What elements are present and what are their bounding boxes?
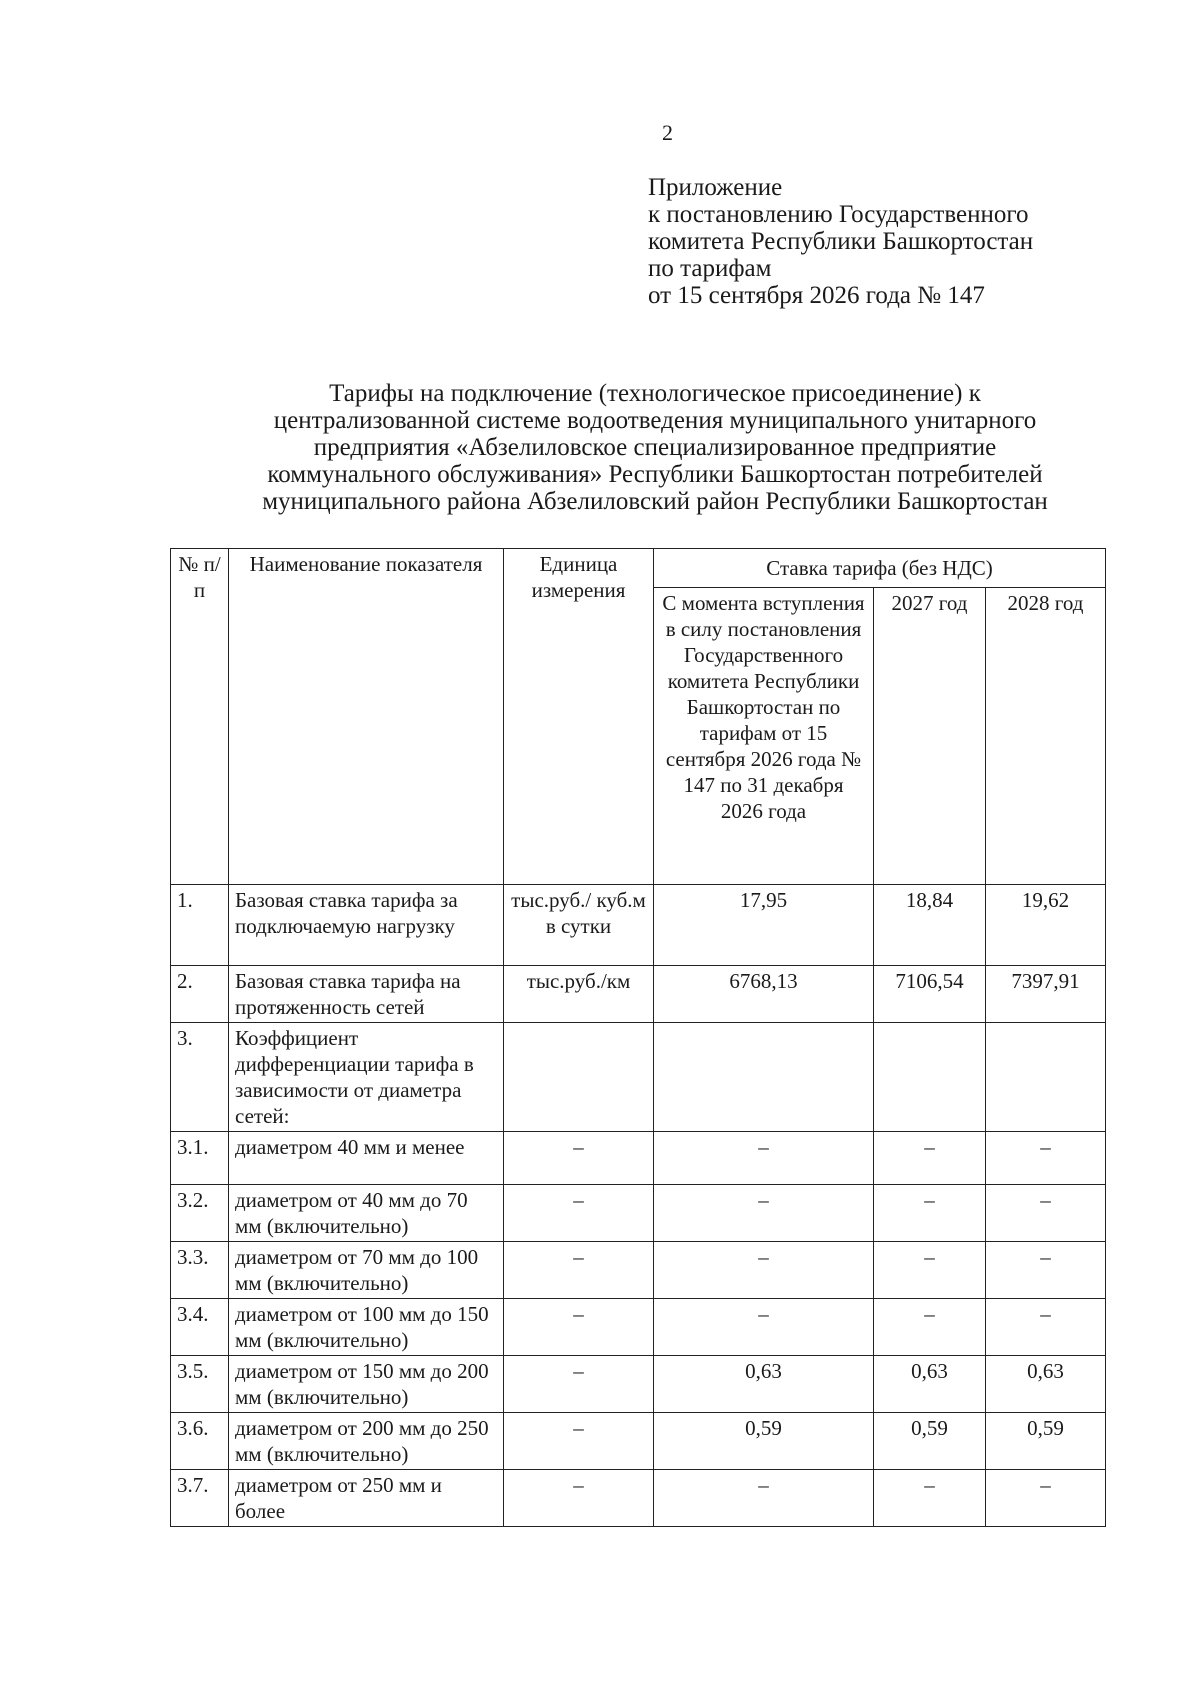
appendix-line: комитета Республики Башкортостан xyxy=(648,228,1034,255)
tariff-table xyxy=(170,548,1106,1527)
current-period-value-cell: 6768,13 xyxy=(654,966,874,1023)
unit-cell: – xyxy=(504,1470,654,1527)
year-2028-value-cell: 0,63 xyxy=(986,1356,1106,1413)
unit-cell: – xyxy=(504,1185,654,1242)
current-period-value-cell xyxy=(654,1023,874,1132)
year-2028-value-cell: – xyxy=(986,1242,1106,1299)
title-line: муниципального района Абзелиловский район Республики Башкортостан xyxy=(262,488,1048,515)
row-number-cell: 3.5. xyxy=(171,1356,229,1413)
appendix-line: Приложение xyxy=(648,174,783,201)
title-line: предприятия «Абзелиловское специализированное предприятие xyxy=(313,434,997,461)
table-row xyxy=(171,1299,1106,1356)
table-row xyxy=(171,1470,1106,1527)
table-row xyxy=(171,1242,1106,1299)
table-row xyxy=(171,1356,1106,1413)
header-unit: Единица измерения xyxy=(504,549,654,885)
current-period-value-cell: – xyxy=(654,1185,874,1242)
indicator-name-cell: диаметром от 250 мм и более xyxy=(229,1470,504,1527)
year-2028-value-cell: – xyxy=(986,1470,1106,1527)
header-year-2028: 2028 год xyxy=(986,588,1106,885)
row-number-cell: 3.1. xyxy=(171,1132,229,1185)
unit-cell: – xyxy=(504,1356,654,1413)
year-2028-value-cell: 19,62 xyxy=(986,885,1106,966)
year-2028-value-cell: – xyxy=(986,1132,1106,1185)
unit-cell: – xyxy=(504,1299,654,1356)
current-period-value-cell: 0,63 xyxy=(654,1356,874,1413)
indicator-name-cell: диаметром от 70 мм до 100 мм (включительно) xyxy=(229,1242,504,1299)
table-row xyxy=(171,1132,1106,1185)
current-period-value-cell: – xyxy=(654,1242,874,1299)
year-2028-value-cell: – xyxy=(986,1185,1106,1242)
appendix-line: к постановлению Государственного xyxy=(648,201,1029,228)
row-number-cell: 3.2. xyxy=(171,1185,229,1242)
year-2028-value-cell: 0,59 xyxy=(986,1413,1106,1470)
year-2027-value-cell: 7106,54 xyxy=(874,966,986,1023)
title-line: Тарифы на подключение (технологическое присоединение) к xyxy=(329,380,981,407)
row-number-cell: 3.7. xyxy=(171,1470,229,1527)
appendix-block xyxy=(648,174,1033,309)
unit-cell: – xyxy=(504,1242,654,1299)
indicator-name-cell: Коэффициент дифференциации тарифа в зависимости от диаметра сетей: xyxy=(229,1023,504,1132)
row-number-cell: 3.4. xyxy=(171,1299,229,1356)
appendix-line: от 15 сентября 2026 года № 147 xyxy=(648,282,985,309)
current-period-value-cell: 17,95 xyxy=(654,885,874,966)
year-2028-value-cell xyxy=(986,1023,1106,1132)
header-num: № п/п xyxy=(171,549,229,885)
indicator-name-cell: диаметром от 150 мм до 200 мм (включительно) xyxy=(229,1356,504,1413)
year-2027-value-cell: – xyxy=(874,1185,986,1242)
indicator-name-cell: диаметром от 200 мм до 250 мм (включительно) xyxy=(229,1413,504,1470)
year-2028-value-cell: 7397,91 xyxy=(986,966,1106,1023)
header-rate-group: Ставка тарифа (без НДС) xyxy=(654,549,1106,588)
current-period-value-cell: – xyxy=(654,1299,874,1356)
row-number-cell: 3.6. xyxy=(171,1413,229,1470)
appendix-line: по тарифам xyxy=(648,255,772,282)
document-title xyxy=(200,380,1110,515)
row-number-cell: 2. xyxy=(171,966,229,1023)
table-row xyxy=(171,885,1106,966)
year-2027-value-cell: – xyxy=(874,1132,986,1185)
year-2027-value-cell: 18,84 xyxy=(874,885,986,966)
indicator-name-cell: диаметром от 40 мм до 70 мм (включительно) xyxy=(229,1185,504,1242)
indicator-name-cell: диаметром 40 мм и менее xyxy=(229,1132,504,1185)
table-row xyxy=(171,1413,1106,1470)
current-period-value-cell: 0,59 xyxy=(654,1413,874,1470)
indicator-name-cell: Базовая ставка тарифа за подключаемую нагрузку xyxy=(229,885,504,966)
table-row xyxy=(171,1185,1106,1242)
year-2027-value-cell: – xyxy=(874,1242,986,1299)
year-2027-value-cell: – xyxy=(874,1470,986,1527)
title-line: централизованной системе водоотведения муниципального унитарного xyxy=(273,407,1037,434)
unit-cell: тыс.руб./ куб.м в сутки xyxy=(504,885,654,966)
indicator-name-cell: диаметром от 100 мм до 150 мм (включительно) xyxy=(229,1299,504,1356)
page-number: 2 xyxy=(662,120,673,145)
current-period-value-cell: – xyxy=(654,1470,874,1527)
year-2028-value-cell: – xyxy=(986,1299,1106,1356)
indicator-name-cell: Базовая ставка тарифа на протяженность сетей xyxy=(229,966,504,1023)
row-number-cell: 1. xyxy=(171,885,229,966)
unit-cell xyxy=(504,1023,654,1132)
row-number-cell: 3.3. xyxy=(171,1242,229,1299)
year-2027-value-cell: – xyxy=(874,1299,986,1356)
current-period-value-cell: – xyxy=(654,1132,874,1185)
year-2027-value-cell: 0,63 xyxy=(874,1356,986,1413)
unit-cell: – xyxy=(504,1132,654,1185)
table-row xyxy=(171,966,1106,1023)
unit-cell: тыс.руб./км xyxy=(504,966,654,1023)
year-2027-value-cell: 0,59 xyxy=(874,1413,986,1470)
unit-cell: – xyxy=(504,1413,654,1470)
header-name: Наименование показателя xyxy=(229,549,504,885)
year-2027-value-cell xyxy=(874,1023,986,1132)
title-line: коммунального обслуживания» Республики Башкортостан потребителей xyxy=(267,461,1043,488)
header-current-period: С момента вступления в силу постановления Государственного комитета Республики Башкортостан по тарифам от 15 сентября 2026 года № 147 по 31 декабря 2026 года xyxy=(654,588,874,885)
row-number-cell: 3. xyxy=(171,1023,229,1132)
header-year-2027: 2027 год xyxy=(874,588,986,885)
table-row xyxy=(171,1023,1106,1132)
